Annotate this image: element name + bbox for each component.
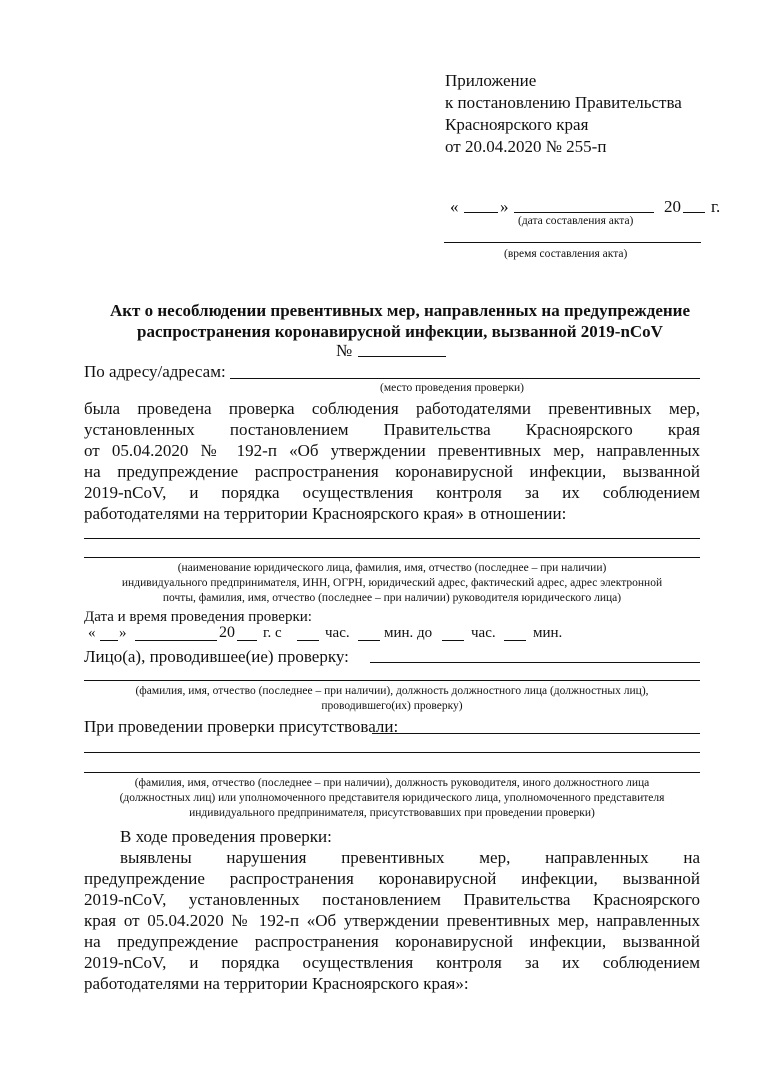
- date-caption: (дата составления акта): [518, 215, 634, 227]
- inspection-quote-open: «: [88, 625, 96, 641]
- paragraph-line: на предупреждение распространения коронавирусной инфекции, вызванной: [84, 462, 700, 481]
- appendix-line-3: Красноярского края: [445, 115, 589, 134]
- findings-line: края от 05.04.2020 № 192-п «Об утверждении превентивных мер, направленных: [84, 911, 700, 930]
- address-label: По адресу/адресам:: [84, 362, 226, 381]
- date-quote-close: »: [500, 197, 509, 216]
- findings-line: предупреждение распространения коронавирусной инфекции, вызванной: [84, 869, 700, 888]
- date-quote-open: «: [450, 197, 459, 216]
- inspection-hour-from-field[interactable]: [297, 640, 319, 641]
- inspection-min-label-2: мин.: [533, 625, 563, 641]
- inspection-hour-to-field[interactable]: [442, 640, 464, 641]
- paragraph-last-line: работодателями на территории Красноярского края» в отношении:: [84, 504, 567, 523]
- entity-caption: [74, 561, 710, 606]
- present-field-line-3[interactable]: [84, 772, 700, 773]
- entity-caption-line-1: (наименование юридического лица, фамилия, имя, отчество (последнее – при наличии): [177, 562, 607, 574]
- inspection-year-field[interactable]: [237, 640, 257, 641]
- inspector-caption-line-2: проводившего(их) проверку): [321, 700, 463, 712]
- entity-field-line-1[interactable]: [84, 538, 700, 539]
- inspection-hours-label-2: час.: [471, 625, 496, 641]
- present-caption: [74, 776, 710, 821]
- title-line-1: Акт о несоблюдении превентивных мер, направленных на предупреждение: [109, 301, 691, 320]
- appendix-line-2: к постановлению Правительства: [445, 93, 682, 112]
- title-line-2: распространения коронавирусной инфекции, вызванной 2019-nCoV: [137, 322, 663, 341]
- paragraph-line: от 05.04.2020 № 192-п «Об утверждении превентивных мер, направленных: [84, 441, 700, 460]
- paragraph-line: была проведена проверка соблюдения работодателями превентивных мер,: [84, 399, 700, 418]
- inspector-label: Лицо(а), проводившее(ие) проверку:: [84, 647, 349, 666]
- document-title: [60, 300, 740, 342]
- inspection-day-field[interactable]: [100, 640, 118, 641]
- time-caption: (время составления акта): [504, 248, 628, 260]
- date-year-prefix: 20: [664, 197, 681, 216]
- entity-field-line-2[interactable]: [84, 557, 700, 558]
- inspector-caption: [74, 684, 710, 714]
- entity-caption-line-2: индивидуального предпринимателя, ИНН, ОГРН, юридический адрес, фактический адрес, адрес электронной: [121, 577, 663, 589]
- present-caption-line-3: индивидуального предпринимателя, присутствовавших при проведении проверки): [189, 807, 595, 819]
- inspection-min-from-field[interactable]: [358, 640, 380, 641]
- present-caption-line-2: (должностных лиц) или уполномоченного представителя юридического лица, уполномоченного представителя: [119, 792, 665, 804]
- inspection-quote-close: »: [119, 625, 127, 641]
- paragraph-line: установленных постановлением Правительства Красноярского края: [84, 420, 700, 439]
- act-time-field[interactable]: [444, 242, 701, 243]
- date-month-field[interactable]: [514, 212, 654, 213]
- appendix-line-4: от 20.04.2020 № 255-п: [445, 137, 607, 156]
- inspector-field-line-2[interactable]: [84, 680, 700, 681]
- appendix-block: [445, 70, 682, 158]
- findings-line: 2019-nCoV, и порядка осуществления контроля за их соблюдением: [84, 953, 700, 972]
- inspector-caption-line-1: (фамилия, имя, отчество (последнее – при наличии), должность должностного лица (должностных лиц),: [135, 685, 649, 697]
- inspection-g-from: г. с: [263, 625, 282, 641]
- paragraph-line: 2019-nCoV, и порядка осуществления контроля за их соблюдением: [84, 483, 700, 502]
- inspection-month-field[interactable]: [135, 640, 217, 641]
- present-field-line-1[interactable]: [372, 733, 700, 734]
- date-day-field[interactable]: [464, 212, 498, 213]
- entity-caption-line-3: почты, фамилия, имя, отчество (последнее – при наличии) руководителя юридического лица): [162, 592, 622, 604]
- findings-line: на предупреждение распространения коронавирусной инфекции, вызванной: [84, 932, 700, 951]
- appendix-line-1: Приложение: [445, 71, 537, 90]
- findings-intro: В ходе проведения проверки:: [120, 827, 332, 846]
- paragraph-check: [84, 398, 700, 524]
- address-caption: (место проведения проверки): [380, 382, 524, 394]
- inspection-min-to-field[interactable]: [504, 640, 526, 641]
- address-field[interactable]: [230, 378, 700, 379]
- inspection-hours-label-1: час.: [325, 625, 350, 641]
- present-field-line-2[interactable]: [84, 752, 700, 753]
- present-label: При проведении проверки присутствовали:: [84, 717, 399, 736]
- inspection-year-prefix: 20: [219, 624, 235, 641]
- inspection-time-label: Дата и время проведения проверки:: [84, 609, 312, 625]
- present-caption-line-1: (фамилия, имя, отчество (последнее – при наличии), должность руководителя, иного должностного лица: [134, 777, 650, 789]
- findings-last-line: работодателями на территории Красноярского края»:: [84, 974, 469, 993]
- findings-line: выявлены нарушения превентивных мер, направленных на: [120, 848, 700, 867]
- act-number-field[interactable]: [358, 356, 446, 357]
- findings-paragraph: [84, 847, 700, 994]
- inspector-field-line-1[interactable]: [370, 662, 700, 663]
- date-year-suffix: г.: [711, 197, 721, 216]
- findings-line: 2019-nCoV, установленных постановлением Правительства Красноярского: [84, 890, 700, 909]
- act-number-sign: №: [336, 341, 353, 360]
- inspection-min-to-label: мин. до: [384, 625, 433, 641]
- date-year-field[interactable]: [683, 212, 705, 213]
